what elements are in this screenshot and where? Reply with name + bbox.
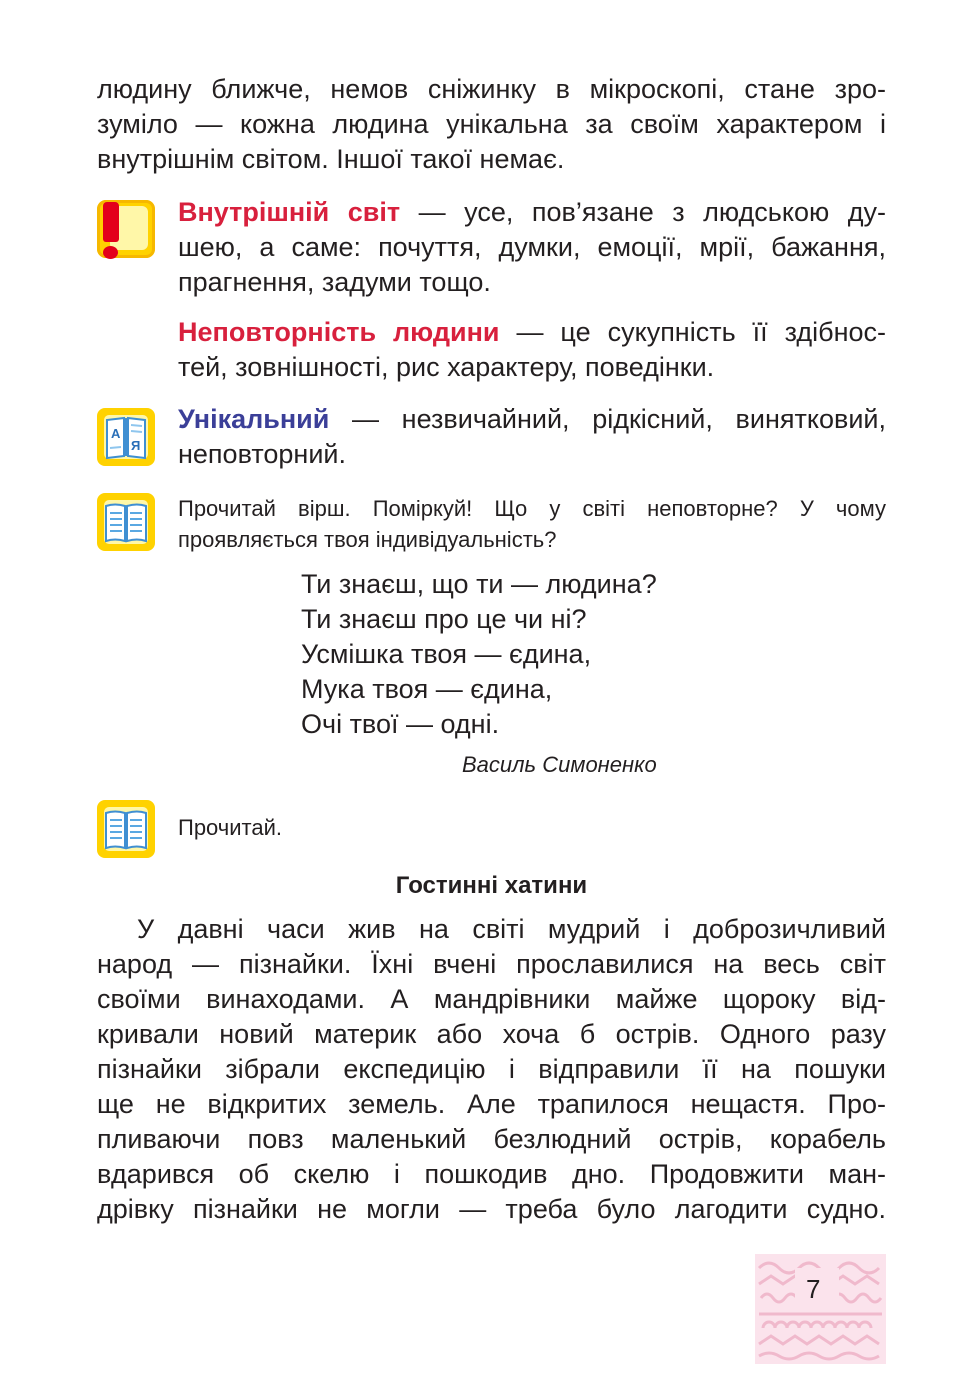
dictionary-letter-ya: Я — [131, 438, 141, 453]
page-ornament — [755, 1254, 886, 1364]
poem-author: Василь Симоненко — [462, 752, 657, 777]
poem — [301, 567, 751, 742]
story-line: пізнайки зібрали експедицію і відправили її на пошуки — [97, 1054, 886, 1084]
open-book-icon — [97, 493, 155, 551]
story-line: кривали новий материк або хоча б острів. Одного разу — [97, 1019, 886, 1049]
term-inner-world: Внутрішній світ — [178, 197, 401, 227]
story-line: своїми винаходами. А мандрівники майже щороку від- — [97, 984, 886, 1014]
open-book-icon — [97, 800, 155, 858]
dictionary-book-icon — [97, 408, 155, 466]
term-uniqueness: Неповторність людини — [178, 317, 500, 347]
task-read-poem — [178, 493, 886, 555]
story-line: дрівку пізнайки не могли — треба було лагодити судно. — [97, 1194, 886, 1224]
story-line: ще не відкритих земель. Але трапилося нещастя. Про- — [97, 1089, 886, 1119]
definition-line: шею, а саме: почуття, думки, емоції, мрії, бажання, — [178, 232, 886, 262]
story-line: У давні часи жив на світі мудрий і доброзичливий — [137, 914, 886, 944]
task-line: проявляється твоя індивідуальність? — [178, 527, 557, 552]
dictionary-letter-a: А — [111, 426, 121, 441]
intro-line: внутрішнім світом. Іншої такої немає. — [97, 144, 565, 174]
intro-paragraph — [97, 72, 886, 177]
page-number: 7 — [806, 1274, 821, 1304]
story-line: пливаючи повз маленький безлюдний острів, корабель — [97, 1124, 886, 1154]
term-unique: Унікальний — [178, 404, 330, 434]
definition-inner-world: Внутрішній світ — усе, пов’язане з людською ду- шею, а саме: почуття, думки, емоції, мрії, бажання, прагнення, задуми тощо. — [178, 195, 886, 300]
task-line: Прочитай вірш. Поміркуй! Що у світі неповторне? У чому — [178, 496, 886, 521]
story-text — [97, 912, 886, 1227]
poem-line: Очі твої — одні. — [301, 709, 500, 739]
poem-line: Ти знаєш, що ти — людина? — [301, 569, 657, 599]
definition-line: прагнення, задуми тощо. — [178, 267, 491, 297]
story-line: народ — пізнайки. Їхні вчені прославилися на весь світ — [97, 949, 886, 979]
poem-line: Мука твоя — єдина, — [301, 674, 553, 704]
task-read: Прочитай. — [178, 815, 283, 840]
definition-uniqueness: Неповторність людини — це сукупність її здібнос- тей, зовнішності, рис характеру, поведінки. — [178, 315, 886, 385]
poem-line: Ти знаєш про це чи ні? — [301, 604, 587, 634]
definition-line: тей, зовнішності, рис характеру, поведінки. — [178, 352, 715, 382]
story-line: вдарився об скелю і пошкодив дно. Продовжити ман- — [97, 1159, 886, 1189]
exclamation-icon — [97, 200, 155, 258]
story-title: Гостинні хатини — [395, 872, 588, 899]
poem-line: Усмішка твоя — єдина, — [301, 639, 592, 669]
intro-line: людину ближче, немов сніжинку в мікроскопі, стане зро- — [97, 74, 886, 104]
definition-unique: Унікальний — незвичайний, рідкісний, винятковий, неповторний. — [178, 402, 886, 472]
intro-line: зуміло — кожна людина унікальна за своїм характером і — [97, 109, 886, 139]
definition-line: неповторний. — [178, 439, 346, 469]
